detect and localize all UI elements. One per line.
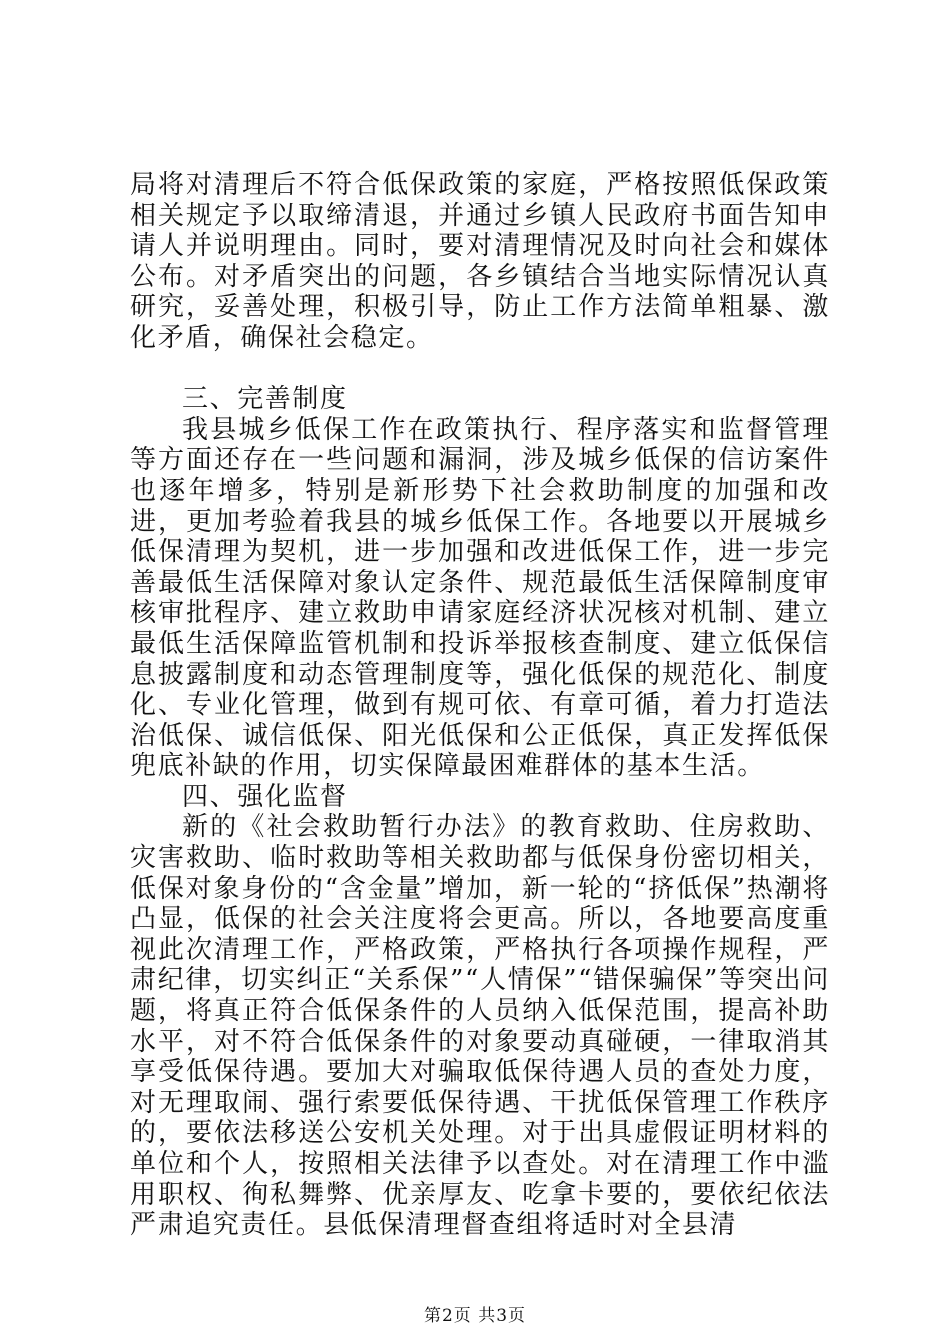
section-heading-3: 三、完善制度 <box>182 384 348 415</box>
section-paragraph-4: 新的《社会救助暂行办法》的教育救助、住房救助、灾害救助、临时救助等相关救助都与低保身份密切相关，低保对象身份的“含金量”增加，新一轮的“挤低保”热潮将凸显，低保的社会关注度将会更高。所以，各地要高度重视此次清理工作，严格政策，严格执行各项操作规程，严肃纪律，切实纠正“关系保”“人情保”“错保骗保”等突出问题，将真正符合低保条件的人员纳入低保范围，提高补助水平，对不符合低保条件的对象要动真碰硬，一律取消其享受低保待遇。要加大对骗取低保待遇人员的查处力度，对无理取闹、强行索要低保待遇、干扰低保管理工作秩序的，要依法移送公安机关处理。对于出具虚假证明材料的单位和个人，按照相关法律予以查处。对在清理工作中滥用职权、徇私舞弊、优亲厚友、吃拿卡要的，要依纪依法严肃追究责任。县低保清理督查组将适时对全县清 <box>130 812 830 1241</box>
continued-paragraph: 局将对清理后不符合低保政策的家庭，严格按照低保政策相关规定予以取缔清退，并通过乡镇人民政府书面告知申请人并说明理由。同时，要对清理情况及时向社会和媒体公布。对矛盾突出的问题，各乡镇结合当地实际情况认真研究，妥善处理，积极引导，防止工作方法简单粗暴、激化矛盾，确保社会稳定。 <box>130 170 830 353</box>
section-paragraph-3: 我县城乡低保工作在政策执行、程序落实和监督管理等方面还存在一些问题和漏洞，涉及城乡低保的信访案件也逐年增多，特别是新形势下社会救助制度的加强和改进，更加考验着我县的城乡低保工作。各地要以开展城乡低保清理为契机，进一步加强和改进低保工作，进一步完善最低生活保障对象认定条件、规范最低生活保障制度审核审批程序、建立救助申请家庭经济状况核对机制、建立最低生活保障监管机制和投诉举报核查制度、建立低保信息披露制度和动态管理制度等，强化低保的规范化、制度化、专业化管理，做到有规可依、有章可循，着力打造法治低保、诚信低保、阳光低保和公正低保，真正发挥低保兜底补缺的作用，切实保障最困难群体的基本生活。 <box>130 414 830 782</box>
document-body <box>130 170 830 1241</box>
page-footer: 第2页 共3页 <box>423 1306 527 1326</box>
section-heading-4: 四、强化监督 <box>182 781 348 812</box>
paragraph-gap <box>130 354 830 385</box>
